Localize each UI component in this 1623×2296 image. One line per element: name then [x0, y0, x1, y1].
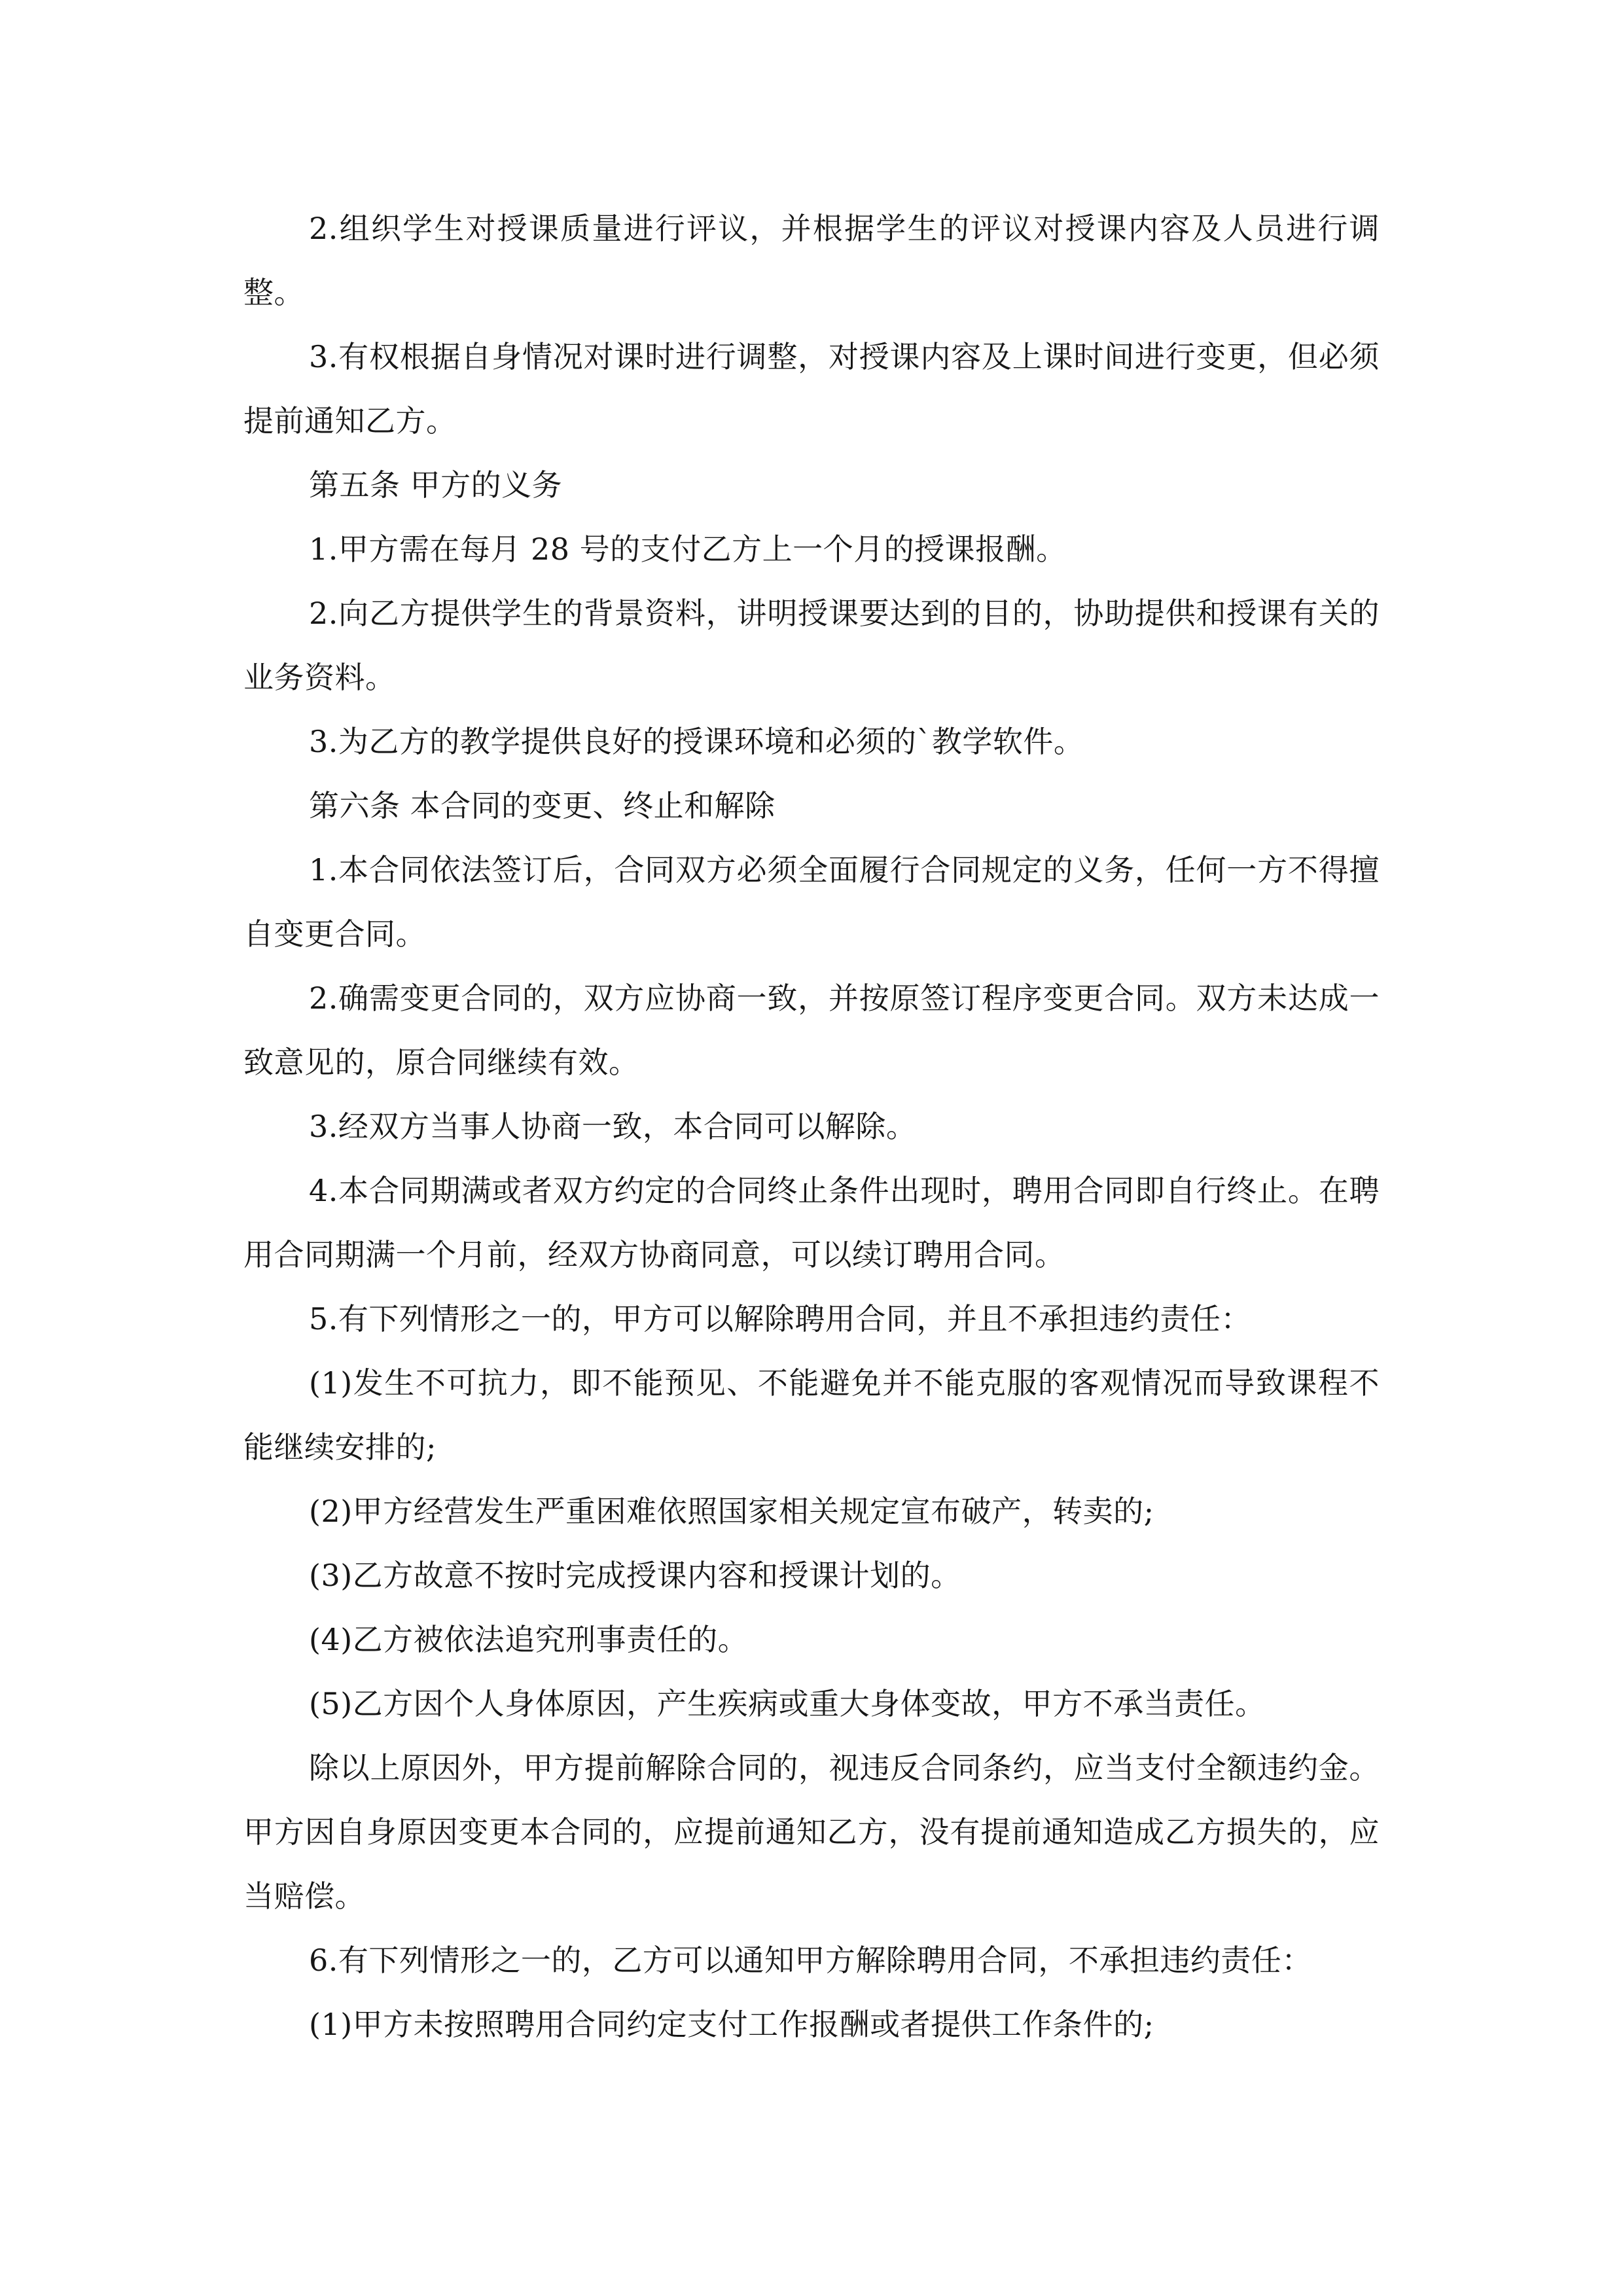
- section-heading-article-6: 第六条 本合同的变更、终止和解除: [309, 788, 776, 823]
- paragraph-item-3-termination-by-agreement: 3.经双方当事人协商一致，本合同可以解除。: [309, 1109, 917, 1144]
- document-body: [243, 196, 1380, 2056]
- paragraph-item-2-materials: 2.向乙方提供学生的背景资料，讲明授课要达到的目的，协助提供和授课有关的业务资料。: [243, 596, 1380, 695]
- sub-item-1-force-majeure: (1)发生不可抗力，即不能预见、不能避免并不能克服的客观情况而导致课程不能继续安排的;: [243, 1365, 1380, 1465]
- paragraph-item-5-party-a-rescission: 5.有下列情形之一的，甲方可以解除聘用合同，并且不承担违约责任：: [309, 1301, 1251, 1336]
- paragraph-item-2-evaluation: 2.组织学生对授课质量进行评议，并根据学生的评议对授课内容及人员进行调整。: [243, 211, 1380, 310]
- sub-item-3-incomplete-teaching: (3)乙方故意不按时完成授课内容和授课计划的。: [309, 1558, 961, 1593]
- sub-item-4-criminal-liability: (4)乙方被依法追究刑事责任的。: [309, 1622, 749, 1657]
- paragraph-item-3-environment: 3.为乙方的教学提供良好的授课环境和必须的`教学软件。: [309, 724, 1084, 759]
- paragraph-item-6-party-b-rescission: 6.有下列情形之一的，乙方可以通知甲方解除聘用合同，不承担违约责任：: [309, 1943, 1312, 1978]
- paragraph-penalty: 除以上原因外，甲方提前解除合同的，视违反合同条约，应当支付全额违约金。甲方因自身原因变更本合同的，应提前通知乙方，没有提前通知造成乙方损失的，应当赔偿。: [243, 1750, 1380, 1914]
- sub-item-2-bankruptcy: (2)甲方经营发生严重困难依照国家相关规定宣布破产，转卖的;: [309, 1494, 1154, 1529]
- sub-item-1-unpaid-remuneration: (1)甲方未按照聘用合同约定支付工作报酬或者提供工作条件的;: [309, 2007, 1154, 2042]
- paragraph-item-1-payment: 1.甲方需在每月 28 号的支付乙方上一个月的授课报酬。: [309, 531, 1067, 567]
- paragraph-item-4-expiry: 4.本合同期满或者双方约定的合同终止条件出现时，聘用合同即自行终止。在聘用合同期满一个月前，经双方协商同意，可以续订聘用合同。: [243, 1173, 1380, 1272]
- paragraph-item-1-performance: 1.本合同依法签订后，合同双方必须全面履行合同规定的义务，任何一方不得擅自变更合同。: [243, 852, 1380, 952]
- paragraph-item-2-amendment: 2.确需变更合同的，双方应协商一致，并按原签订程序变更合同。双方未达成一致意见的，原合同继续有效。: [243, 980, 1380, 1080]
- sub-item-5-health: (5)乙方因个人身体原因，产生疾病或重大身体变故，甲方不承当责任。: [309, 1686, 1266, 1721]
- paragraph-item-3-schedule-change: 3.有权根据自身情况对课时进行调整，对授课内容及上课时间进行变更，但必须提前通知乙方。: [243, 339, 1380, 439]
- section-heading-article-5: 第五条 甲方的义务: [309, 467, 563, 503]
